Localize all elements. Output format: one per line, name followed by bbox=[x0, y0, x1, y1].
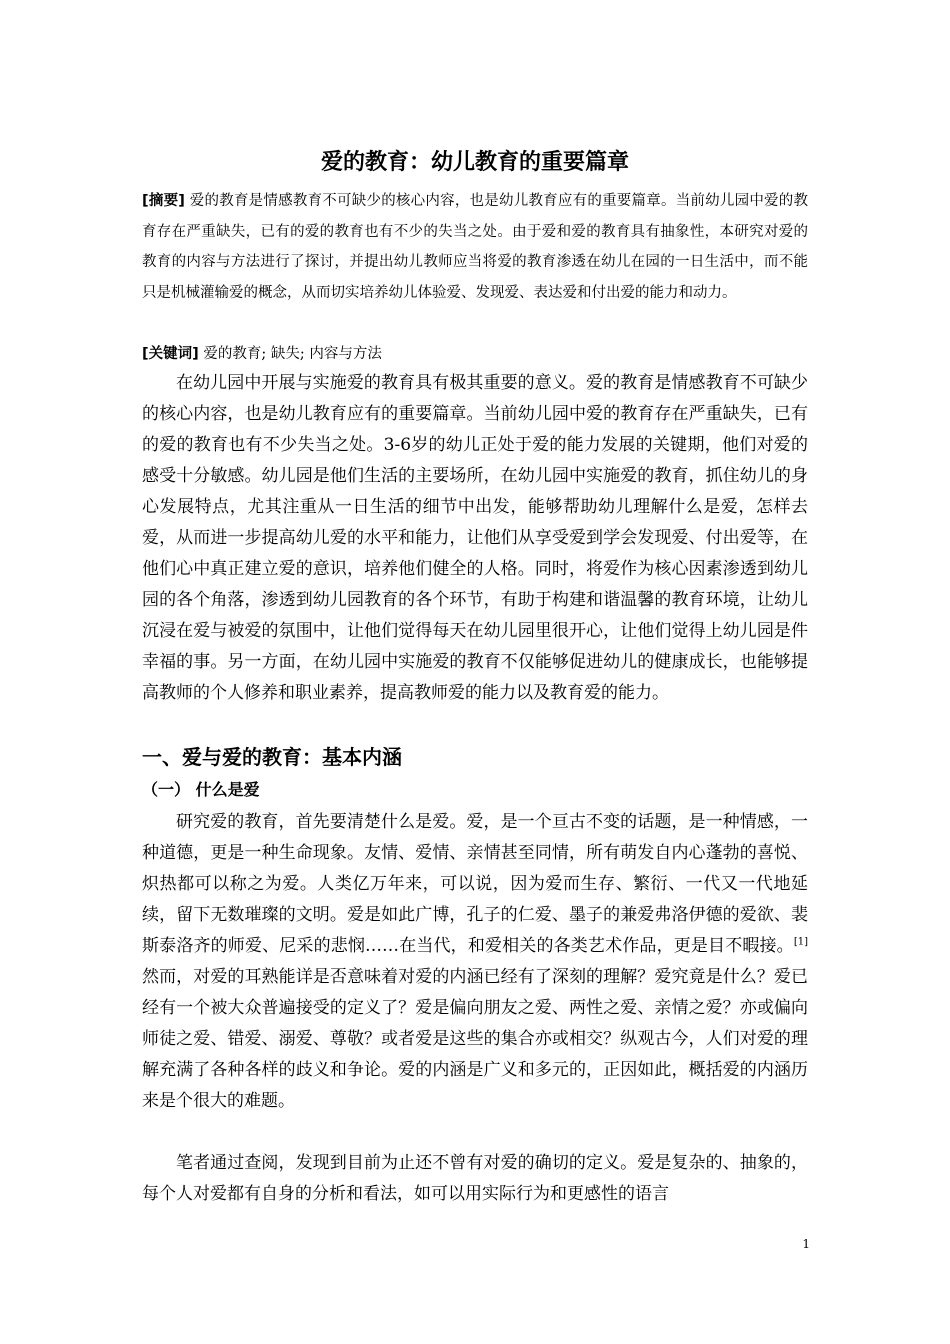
keywords-label: [关键词] bbox=[142, 346, 199, 362]
body-paragraph-continued: 笔者通过查阅，发现到目前为止还不曾有对爱的确切的定义。爱是复杂的、抽象的，每个人对爱都有自身的分析和看法，如可以用实际行为和更感性的语言 bbox=[142, 1153, 808, 1204]
document-title: 爱的教育：幼儿教育的重要篇章 bbox=[320, 150, 629, 175]
subsection-heading: （一） 什么是爱 bbox=[142, 780, 260, 799]
abstract-text: 爱的教育是情感教育不可缺少的核心内容，也是幼儿教育应有的重要篇章。当前幼儿园中爱的教育存在严重缺失，已有的爱的教育也有不少的失当之处。由于爱和爱的教育具有抽象性，本研究对爱的教育的内容与方法进行了探讨，并提出幼儿教师应当将爱的教育渗透在幼儿在园的一日生活中，而不能只是机械灌输爱的概念，从而切实培养幼儿体验爱、发现爱、表达爱和付出爱的能力和动力。 bbox=[142, 193, 809, 301]
intro-paragraph: 在幼儿园中开展与实施爱的教育具有极其重要的意义。爱的教育是情感教育不可缺少的核心内容，也是幼儿教育应有的重要篇章。当前幼儿园中爱的教育存在严重缺失，已有的爱的教育也有不少失当之处。3-6岁的幼儿正处于爱的能力发展的关键期，他们对爱的感受十分敏感。幼儿园是他们生活的主要场所，在幼儿园中实施爱的教育，抓住幼儿的身心发展特点，尤其注重从一日生活的细节中出发，能够帮助幼儿理解什么是爱，怎样去爱，从而进一步提高幼儿爱的水平和能力，让他们从享受爱到学会发现爱、付出爱等，在他们心中真正建立爱的意识，培养他们健全的人格。同时，将爱作为核心因素渗透到幼儿园的各个角落，渗透到幼儿园教育的各个环节，有助于构建和谐温馨的教育环境，让幼儿沉浸在爱与被爱的氛围中，让他们觉得每天在幼儿园里很开心，让他们觉得上幼儿园是件幸福的事。另一方面，在幼儿园中实施爱的教育不仅能够促进幼儿的健康成长，也能够提高教师的个人修养和职业素养，提高教师爱的能力以及教育爱的能力。 bbox=[142, 373, 808, 703]
body-paragraph bbox=[142, 807, 808, 1117]
keywords-text: 爱的教育; 缺失; 内容与方法 bbox=[203, 346, 382, 362]
section-heading: 一、爱与爱的教育：基本内涵 bbox=[142, 745, 402, 769]
page-number: 1 bbox=[802, 1237, 810, 1251]
reference-marker[interactable]: [1] bbox=[793, 936, 808, 948]
body-paragraph-part1: 研究爱的教育，首先要清楚什么是爱。爱，是一个亘古不变的话题，是一种情感，一种道德，更是一种生命现象。友情、爱情、亲情甚至同情，所有萌发自内心蓬勃的喜悦、炽热都可以称之为爱。人类亿万年来，可以说，因为爱而生存、繁衍、一代又一代地延续，留下无数璀璨的文明。爱是如此广博，孔子的仁爱、墨子的兼爱弗洛伊德的爱欲、裴斯泰洛齐的师爱、尼采的悲悯……在当代，和爱相关的各类艺术作品，更是目不暇接。 bbox=[142, 812, 808, 956]
abstract bbox=[142, 186, 808, 308]
abstract-label: [摘要] bbox=[142, 193, 185, 209]
body-paragraph-part2: 然而，对爱的耳熟能详是否意味着对爱的内涵已经有了深刻的理解？爱究竟是什么？爱已经有一个被大众普遍接受的定义了？爱是偏向朋友之爱、两性之爱、亲情之爱？亦或偏向师徒之爱、错爱、溺爱、尊敬？或者爱是这些的集合亦或相交？纵观古今，人们对爱的理解充满了各种各样的歧义和争论。爱的内涵是广义和多元的，正因如此，概括爱的内涵历来是个很大的难题。 bbox=[142, 967, 808, 1111]
keywords bbox=[142, 340, 808, 368]
